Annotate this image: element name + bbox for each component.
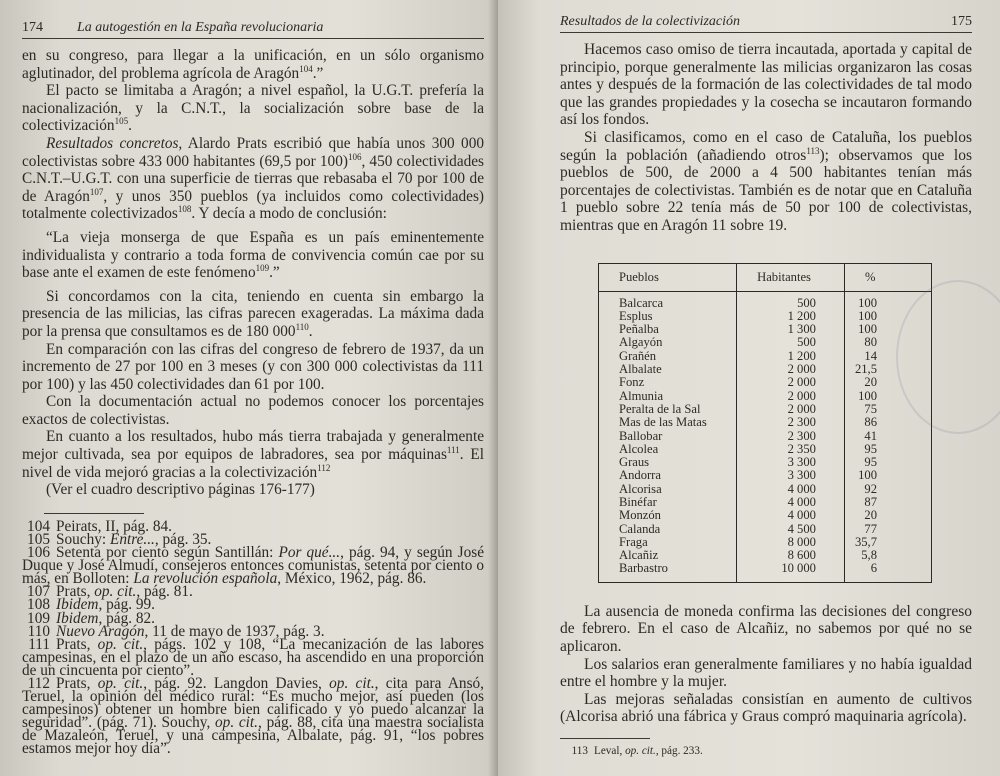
paragraph-r2 xyxy=(560,129,972,235)
cell-pueblo: Monzón xyxy=(599,509,737,522)
cell-habitantes: 500 xyxy=(737,291,845,310)
italic-span: op. cit. xyxy=(97,635,144,653)
cell-pueblo: Alcañiz xyxy=(599,549,737,562)
cell-percent: 92 xyxy=(864,481,877,496)
paragraph-r3 xyxy=(560,603,972,656)
cell-habitantes: 4 000 xyxy=(737,496,845,509)
text-span: “La vieja monserga de que España es un país eminentemente individualista y contrario a toda forma de convivencia común cae por su base ante el examen de este fenómeno xyxy=(22,228,484,282)
footnote-number: 105 xyxy=(27,530,50,548)
cell-pueblo: Mas de las Matas xyxy=(599,416,737,429)
footnote-number: 106 xyxy=(27,544,50,562)
text-span: Prats, xyxy=(56,674,98,692)
table-row xyxy=(599,562,932,582)
paragraph-r5 xyxy=(560,691,972,726)
header-habitantes: Habitantes xyxy=(737,263,845,291)
text-span: . xyxy=(128,117,132,135)
cell-habitantes: 1 200 xyxy=(737,310,845,323)
right-running-head xyxy=(560,14,972,33)
cell-pueblo: Binéfar xyxy=(599,496,737,509)
text-span: , pág. 88, cita una maestra socialista de Mazaleón, Teruel, y una campesina, Albalate, pág. 91, “los pobres estamos mejor hoy día”. xyxy=(22,714,484,758)
cell-habitantes: 2 350 xyxy=(737,443,845,456)
table-row xyxy=(599,416,932,429)
text-span: El pacto se limitaba a Aragón; a nivel español, la U.G.T. prefería la nacionalización, y la C.N.T., la socialización sobre base de la colectivización xyxy=(22,82,484,135)
cell-habitantes: 1 300 xyxy=(737,323,845,336)
cell-percent: 95 xyxy=(864,455,877,470)
footnote-ref: 107 xyxy=(89,186,104,197)
footnote-ref: 104 xyxy=(299,63,313,74)
paragraph-p4 xyxy=(22,229,484,282)
italic-span: Resultados concretos, xyxy=(46,134,183,152)
cell-pueblo: Esplus xyxy=(599,310,737,323)
cell-habitantes: 4 000 xyxy=(737,509,845,522)
table-body xyxy=(599,291,932,582)
paragraph-p3 xyxy=(22,135,484,223)
right-running-title: Resultados de la colectivización xyxy=(560,14,741,29)
towns-table xyxy=(598,263,932,583)
table-row xyxy=(599,323,932,336)
text-span: Si clasificamos, como en el caso de Cataluña, los pueblos según la población (añadiendo otros xyxy=(560,128,972,164)
cell-pueblo: Alcorisa xyxy=(599,483,737,496)
cell-pueblo: Almunia xyxy=(599,390,737,403)
italic-span: op. cit. xyxy=(625,744,656,757)
text-span: , cita para Ansó, Teruel, la opinión del médico rural: “Es mucho mejor, así pueden (los campesinos) obtener un hombre bien calificado y yo puedo alcanzar la seguridad”. (pág. 71). Souchy, xyxy=(22,674,484,732)
table-row xyxy=(599,376,932,389)
cell-habitantes: 2 000 xyxy=(737,363,845,376)
cell-habitantes: 500 xyxy=(737,336,845,349)
cell-percent: 100 xyxy=(858,322,877,337)
cell-percent: 20 xyxy=(864,508,877,523)
cell-habitantes: 10 000 xyxy=(737,562,845,582)
cell-percent: 87 xyxy=(864,494,877,509)
text-span: Hacemos caso omiso de tierra incautada, aportada y capital de principio, porque generalmente las milicias organizaron las cosas antes y después de la formación de las colectividades de tal modo que las grandes propiedades y la cosecha se incautaron formando así los fondos. xyxy=(560,41,972,129)
cell-pueblo: Barbastro xyxy=(599,562,737,582)
text-span: , 11 de mayo de 1937, pág. 3. xyxy=(144,622,325,640)
text-span: , pág. 99. xyxy=(98,596,155,614)
italic-span: op. cit. xyxy=(329,674,375,692)
left-running-head xyxy=(22,20,484,39)
footnote-number: 104 xyxy=(27,517,50,535)
paragraph-p7 xyxy=(22,393,484,428)
text-span: (Ver el cuadro descriptivo páginas 176-177) xyxy=(46,481,315,499)
table-row xyxy=(599,496,932,509)
cell-habitantes: 3 300 xyxy=(737,469,845,482)
table-header-row xyxy=(599,263,932,291)
text-span: Prats, xyxy=(56,583,95,601)
right-page-number: 175 xyxy=(951,14,972,29)
text-span: Las mejoras señaladas consistían en aumento de cultivos (Alcorisa abrió una fábrica y Graus compró maquinaria agrícola). xyxy=(560,690,972,726)
paragraph-r1 xyxy=(560,41,972,129)
cell-habitantes: 8 600 xyxy=(737,549,845,562)
footnote-ref: 106 xyxy=(347,151,362,162)
text-span: Peirats, II, pág. 84. xyxy=(56,517,172,535)
footnote-number: 109 xyxy=(27,609,50,627)
footnote-106 xyxy=(22,544,484,588)
cell-percent: 100 xyxy=(858,308,877,323)
text-span: . El nivel de vida mejoró gracias a la colectivización xyxy=(22,446,484,481)
cell-percent: 80 xyxy=(864,335,877,350)
italic-span: op. cit. xyxy=(215,714,258,732)
header-percent: % xyxy=(844,263,931,291)
cell-pueblo: Fonz xyxy=(599,376,737,389)
footnote-111 xyxy=(22,635,485,679)
left-footnotes xyxy=(22,517,485,758)
text-span: , pág. 35. xyxy=(154,530,212,548)
table-row xyxy=(599,483,932,496)
left-footnote-rule xyxy=(44,513,144,514)
table-row xyxy=(599,403,932,416)
italic-span: Nuevo Aragón xyxy=(56,622,145,640)
cell-habitantes: 8 000 xyxy=(737,536,845,549)
cell-habitantes: 1 200 xyxy=(737,350,845,363)
table-row xyxy=(599,536,932,549)
right-footnotes xyxy=(560,745,972,758)
right-page xyxy=(498,0,1000,776)
footnote-number: 112 xyxy=(27,674,50,692)
text-span: , pág. 233. xyxy=(655,744,703,757)
table-row xyxy=(599,350,932,363)
cell-pueblo: Albalate xyxy=(599,363,737,376)
cell-pueblo: Alcolea xyxy=(599,443,737,456)
left-page-number: 174 xyxy=(22,20,43,35)
text-span: Con la documentación actual no podemos conocer los porcentajes exactos de colectivistas. xyxy=(22,393,484,428)
text-span: . Y decía a modo de conclusión: xyxy=(191,205,387,223)
footnote-number: 111 xyxy=(28,635,50,653)
table-row xyxy=(599,549,932,562)
text-span: , págs. 102 y 108, “La mecanización de las labores campesinas, en el plazo de un año escaso, ha ascendido en una proporción de un cincuenta por ciento”. xyxy=(22,635,485,679)
cell-percent: 5,8 xyxy=(861,548,877,563)
text-span: , 450 colectividades C.N.T.–U.G.T. con una superficie de tierras que rebasaba el 70 por 100 de de Aragón xyxy=(22,152,485,205)
table-row xyxy=(599,291,932,310)
cell-percent: 95 xyxy=(864,441,877,456)
text-span: .” xyxy=(312,64,324,82)
text-span: Souchy: xyxy=(56,530,110,548)
cell-percent: 35,7 xyxy=(854,534,877,549)
table-row xyxy=(599,523,932,536)
paragraph-p2 xyxy=(22,82,484,135)
left-page xyxy=(0,0,498,776)
paragraph-p1 xyxy=(22,47,484,82)
footnote-113 xyxy=(560,745,972,758)
table-row xyxy=(599,509,932,522)
right-body-text xyxy=(560,41,972,235)
header-pueblos: Pueblos xyxy=(599,263,737,291)
cell-percent: 21,5 xyxy=(854,362,877,377)
text-span: .” xyxy=(269,264,280,282)
right-footnote-rule xyxy=(560,738,650,739)
cell-percent: 77 xyxy=(864,521,877,536)
table-row xyxy=(599,310,932,323)
cell-habitantes: 4 000 xyxy=(737,483,845,496)
text-span: En comparación con las cifras del congreso de febrero de 1937, da un incremento de 27 por 100 en 3 meses (y con 300 000 colectivistas da 111 por 100) y las 450 colectividades dan 61 por 100. xyxy=(22,340,484,393)
text-span: , y unos 350 pueblos (ya incluidos como colectividades) totalmente colectivizados xyxy=(22,187,485,223)
paragraph-p5 xyxy=(22,288,484,341)
paragraph-p9 xyxy=(22,481,484,499)
cell-habitantes: 2 000 xyxy=(737,390,845,403)
italic-span: La revolución española xyxy=(133,570,278,588)
footnote-ref: 108 xyxy=(177,204,192,215)
cell-percent: 14 xyxy=(864,348,877,363)
left-running-title: La autogestión en la España revolucionaria xyxy=(77,20,324,35)
table-row xyxy=(599,336,932,349)
footnote-ref: 113 xyxy=(806,145,820,156)
right-body-text-after xyxy=(560,603,972,726)
cell-habitantes: 2 000 xyxy=(737,376,845,389)
table-row xyxy=(599,469,932,482)
text-span: , pág. 82. xyxy=(98,609,155,627)
text-span: La ausencia de moneda confirma las decisiones del congreso de febrero. En el caso de Alcañiz, no sabemos por qué no se aplicaron. xyxy=(560,602,972,655)
italic-span: op. cit. xyxy=(97,674,144,692)
cell-percent: 75 xyxy=(864,401,877,416)
paragraph-r4 xyxy=(560,656,972,691)
cell-pueblo: Graus xyxy=(599,456,737,469)
text-span: en su congreso, para llegar a la unificación, en un sólo organismo aglutinador, del problema agrícola de Aragón xyxy=(22,47,484,82)
text-span: , pág. 81. xyxy=(136,583,193,601)
footnote-112 xyxy=(22,674,484,758)
cell-percent: 20 xyxy=(864,375,877,390)
italic-span: Ibidem xyxy=(56,609,99,627)
footnote-ref: 110 xyxy=(295,321,309,332)
italic-span: Por qué... xyxy=(278,544,341,562)
footnote-number: 107 xyxy=(27,583,50,601)
cell-pueblo: Peralta de la Sal xyxy=(599,403,737,416)
text-span: , pág. 92. Langdon Davies, xyxy=(143,674,330,692)
cell-habitantes: 2 000 xyxy=(737,403,845,416)
footnote-ref: 111 xyxy=(446,444,460,455)
text-span: Si concordamos con la cita, teniendo en cuenta sin embargo la presencia de las milicias, las cifras parecen exageradas. La máxima dada por la prensa que consultamos es de 180 000 xyxy=(22,287,484,340)
cell-habitantes: 4 500 xyxy=(737,523,845,536)
text-span: ); observamos que los pueblos de 500, de 2000 a 4 500 habitantes tenían más porcentajes de colectivistas. También es de notar que en Cataluña 1 pueblo sobre 22 tenía más de 50 por 100 de colectivistas, mientras que en Aragón 11 sobre 19. xyxy=(560,146,972,234)
cell-habitantes: 3 300 xyxy=(737,456,845,469)
cell-pueblo: Algayón xyxy=(599,336,737,349)
paragraph-p8 xyxy=(22,428,484,481)
text-span: . xyxy=(308,322,313,340)
paragraph-p6 xyxy=(22,341,484,394)
text-span: , México, 1962, pág. 86. xyxy=(277,570,427,588)
cell-percent: 6 xyxy=(870,561,877,576)
left-body-text xyxy=(22,47,484,499)
text-span: En cuanto a los resultados, hubo más tierra trabajada y generalmente mejor cultivada, sea por equipos de labradores, sea por máquinas xyxy=(22,428,484,464)
table-row xyxy=(599,430,932,443)
cell-percent: 100 xyxy=(858,388,877,403)
table-row xyxy=(599,456,932,469)
cell-pueblo: Andorra xyxy=(599,469,737,482)
text-span: Los salarios eran generalmente familiares y no había igualdad entre el hombre y la mujer. xyxy=(560,655,972,691)
cell-pueblo: Peñalba xyxy=(599,323,737,336)
table-row xyxy=(599,443,932,456)
footnote-number: 110 xyxy=(27,622,50,640)
text-span: Prats, xyxy=(56,635,98,653)
cell-percent: 86 xyxy=(864,415,877,430)
cell-percent: 100 xyxy=(858,295,877,310)
cell-pueblo: Grañén xyxy=(599,350,737,363)
text-span: , pág. 94, y según José Duque y José Almudí, consejeros entonces comunistas, setenta por ciento o más, en Bolloten: xyxy=(22,544,484,588)
text-span: Leval, xyxy=(594,744,626,757)
table-row xyxy=(599,363,932,376)
cell-pueblo: Fraga xyxy=(599,536,737,549)
cell-percent: 100 xyxy=(858,468,877,483)
cell-pueblo: Ballobar xyxy=(599,430,737,443)
cell-habitantes: 2 300 xyxy=(737,416,845,429)
footnote-ref: 109 xyxy=(255,263,270,274)
italic-span: op. cit. xyxy=(94,583,137,601)
text-span: Setenta por ciento según Santillán: xyxy=(56,544,279,562)
text-span: Alardo Prats escribió que había unos 300 000 colectivistas sobre 433 000 habitantes (69,5 por 100) xyxy=(22,134,484,170)
cell-pueblo: Balcarca xyxy=(599,291,737,310)
italic-span: Ibidem xyxy=(56,596,99,614)
cell-habitantes: 2 300 xyxy=(737,430,845,443)
footnote-ref: 112 xyxy=(317,462,331,473)
cell-pueblo: Calanda xyxy=(599,523,737,536)
footnote-ref: 105 xyxy=(114,116,129,127)
footnote-number: 113 xyxy=(571,744,588,757)
cell-percent: 41 xyxy=(864,428,877,443)
italic-span: Entre... xyxy=(109,530,155,548)
table-row xyxy=(599,390,932,403)
footnote-number: 108 xyxy=(27,596,50,614)
